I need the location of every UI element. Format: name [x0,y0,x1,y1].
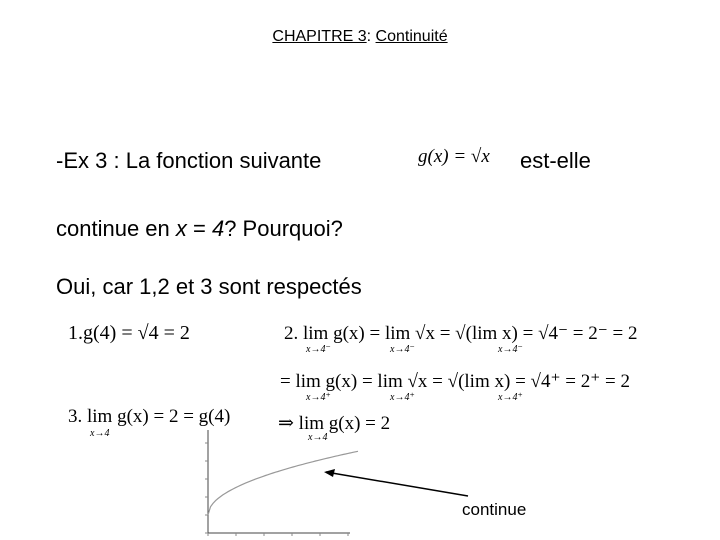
exercise-label: -Ex 3 : [56,148,120,173]
arrow-head-icon [324,469,335,477]
step-2-line-1: 2. lim g(x) = lim √x = √(lim x) = √4⁻ = 2⁻ = 2 [284,323,638,344]
step-2-line-2-sub-3: x→4⁺ [498,392,523,403]
line2-eq: = [186,216,212,241]
step-2-line-2: = lim g(x) = lim √x = √(lim x) = √4⁺ = 2⁺ = 2 [280,371,630,392]
arrow-shaft [326,472,468,496]
title-prefix: CHAPITRE 3 [272,28,367,45]
step-2-line-1-sub-3: x→4⁻ [498,344,523,355]
step-3-sub: x→4 [90,428,110,439]
step-2-line-1-sub-2: x→4⁻ [390,344,415,355]
step-2-line-2-sub-2: x→4⁺ [390,392,415,403]
line2-value: 4 [211,216,225,241]
graph-ticks [205,443,348,536]
line2-question: ? Pourquoi? [224,216,343,241]
function-definition: g(x) = √x [418,146,490,167]
sqrt-graph [190,425,560,540]
answer: Oui, car 1,2 et 3 sont respectés [56,274,362,299]
step-3: 3. lim g(x) = 2 = g(4) [68,406,231,427]
exercise-after: est-elle [520,148,591,173]
implies-sub: x→4 [308,432,328,443]
exercise-line-2 [56,216,343,242]
step-2-line-2-sub-1: x→4⁺ [306,392,331,403]
page-title [0,28,720,46]
title-suffix: Continuité [375,28,448,45]
continue-label: continue [462,500,527,519]
step-1: 1.g(4) = √4 = 2 [68,322,190,344]
exercise-text: La fonction suivante [125,148,322,173]
implies-line: ⇒ lim g(x) = 2 [278,413,391,434]
line2-var: x [175,216,187,241]
title-colon: : [366,28,372,45]
exercise-line-1 [56,148,321,174]
graph-curve [208,451,358,515]
line2-text-a: continue en [56,216,176,241]
step-2-line-1-sub-1: x→4⁻ [306,344,331,355]
